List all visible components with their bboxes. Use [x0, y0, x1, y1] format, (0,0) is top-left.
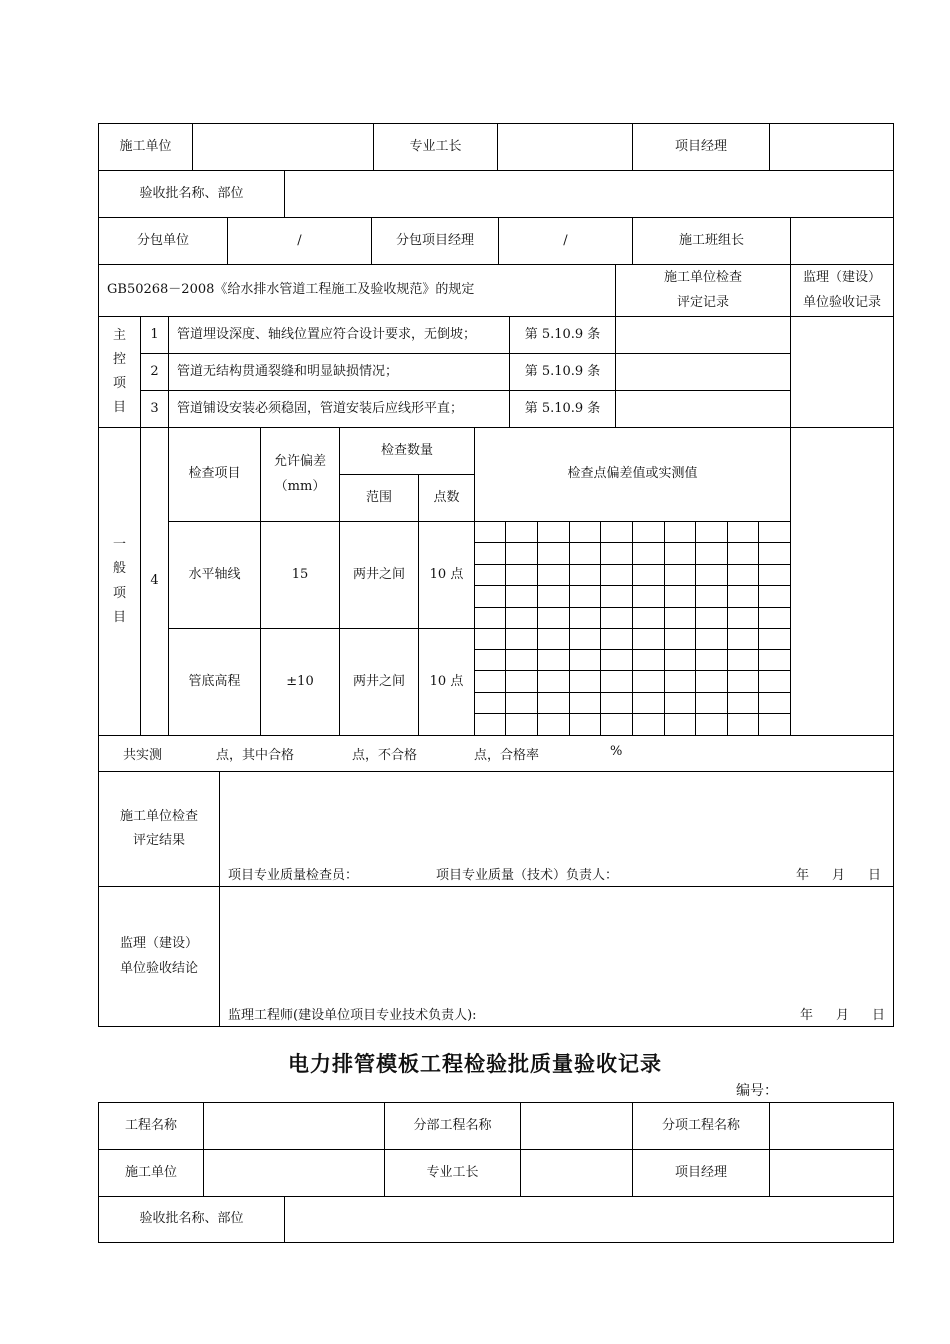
subcontractor-value: /	[297, 232, 302, 248]
supervisor-engineer-signature: 监理工程师(建设单位项目专业技术负责人):	[228, 1008, 477, 1023]
item-project-input[interactable]	[770, 1103, 893, 1149]
main-items-char: 目	[112, 400, 126, 416]
batch-name-input[interactable]	[285, 171, 893, 217]
construction-unit-label: 施工单位	[124, 1164, 177, 1180]
supervisor-conclusion-line2: 单位验收结论	[119, 960, 198, 976]
team-leader-input[interactable]	[791, 218, 893, 264]
tolerance-header-line1: 允许偏差	[273, 454, 326, 470]
summary-percent: %	[610, 744, 623, 759]
foreman-input[interactable]	[521, 1150, 632, 1196]
check-item-points: 10 点	[429, 673, 464, 689]
project-manager-input[interactable]	[770, 124, 893, 170]
check-item-header: 检查项目	[188, 466, 241, 482]
summary-total: 共实测	[123, 748, 163, 763]
supervisor-conclusion-line1: 监理（建设）	[119, 936, 198, 952]
tolerance-header-line2: （mm）	[274, 478, 326, 494]
date-day: 日	[868, 868, 882, 883]
construction-unit-input[interactable]	[204, 1150, 384, 1196]
date-year: 年	[796, 868, 810, 883]
sub-project-label: 分部工程名称	[413, 1117, 492, 1133]
project-manager-label: 项目经理	[674, 138, 727, 154]
project-name-label: 工程名称	[124, 1117, 177, 1133]
contractor-result-label	[99, 772, 219, 886]
general-items-char: 项	[112, 585, 126, 601]
main-item-clause: 第 5.10.9 条	[524, 400, 601, 416]
main-item-record-input[interactable]	[616, 391, 790, 427]
points-header: 点数	[433, 489, 460, 505]
standard-reference: GB50268－2008《给水排水管道工程施工及验收规范》的规定	[107, 282, 475, 298]
supervisor-record-header	[791, 265, 893, 316]
foreman-label: 专业工长	[426, 1164, 479, 1180]
general-items-char: 一	[112, 537, 126, 553]
item-project-label: 分项工程名称	[661, 1117, 740, 1133]
check-item-name: 水平轴线	[188, 566, 241, 582]
sub-manager-value: /	[563, 232, 568, 248]
contractor-check-record-line2: 评定记录	[676, 294, 729, 310]
supervisor-record-line2: 单位验收记录	[802, 294, 881, 310]
supervisor-record-line1: 监理（建设）	[802, 270, 881, 286]
contractor-result-line1: 施工单位检查	[119, 808, 198, 824]
general-items-char: 目	[112, 609, 126, 625]
batch-name-label: 验收批名称、部位	[139, 1211, 244, 1227]
main-item-no: 3	[150, 400, 159, 416]
general-items-supervisor-input[interactable]	[791, 428, 893, 735]
project-manager-label: 项目经理	[674, 1164, 727, 1180]
general-item-no: 4	[150, 573, 159, 589]
main-items-char: 主	[112, 327, 126, 343]
date-month: 月	[836, 1008, 850, 1023]
main-items-supervisor-input[interactable]	[791, 317, 893, 427]
main-item-record-input[interactable]	[616, 317, 790, 353]
contractor-check-record-header	[616, 265, 790, 316]
batch-name-input[interactable]	[285, 1197, 893, 1242]
main-item-clause: 第 5.10.9 条	[524, 363, 601, 379]
quality-responsible-signature: 项目专业质量（技术）负责人：	[436, 868, 619, 883]
sub-manager-label: 分包项目经理	[395, 232, 474, 248]
subcontractor-label: 分包单位	[136, 232, 189, 248]
check-item-points: 10 点	[429, 566, 464, 582]
summary-passed: 点，其中合格	[216, 748, 295, 763]
main-item-clause: 第 5.10.9 条	[524, 326, 601, 342]
sub-project-input[interactable]	[521, 1103, 632, 1149]
main-items-label	[99, 317, 140, 427]
construction-unit-input[interactable]	[193, 124, 373, 170]
main-item-record-input[interactable]	[616, 354, 790, 390]
main-items-char: 控	[112, 351, 126, 367]
form2-title: 电力排管模板工程检验批质量验收记录	[288, 1052, 662, 1076]
batch-name-label: 验收批名称、部位	[139, 185, 244, 201]
main-items-char: 项	[112, 376, 126, 391]
contractor-result-input[interactable]	[220, 772, 893, 862]
main-item-text: 管道铺设安装必须稳固，管道安装后应线形平直；	[177, 400, 464, 416]
project-manager-input[interactable]	[770, 1150, 893, 1196]
measured-values-grid[interactable]	[475, 522, 790, 735]
summary-rate: 点，合格率	[474, 748, 540, 763]
quality-inspector-signature: 项目专业质量检查员：	[228, 868, 359, 883]
contractor-check-record-line1: 施工单位检查	[663, 270, 742, 286]
summary-failed: 点，不合格	[352, 748, 418, 763]
date-year: 年	[800, 1008, 814, 1023]
range-header: 范围	[365, 489, 392, 505]
check-item-range: 两井之间	[352, 673, 405, 689]
date-day: 日	[872, 1008, 886, 1023]
general-items-label	[99, 428, 140, 735]
check-item-range: 两井之间	[352, 566, 405, 582]
team-leader-label: 施工班组长	[678, 232, 744, 248]
supervisor-conclusion-label	[99, 887, 219, 1026]
main-item-text: 管道埋设深度、轴线位置应符合设计要求，无倒坡；	[177, 326, 477, 342]
form2-number-label: 编号：	[736, 1083, 778, 1099]
measured-values-header: 检查点偏差值或实测值	[567, 466, 698, 482]
main-item-no: 2	[150, 363, 159, 379]
contractor-result-line2: 评定结果	[132, 833, 185, 848]
foreman-label: 专业工长	[409, 138, 462, 154]
check-item-tolerance: 15	[291, 566, 309, 582]
date-month: 月	[832, 868, 846, 883]
supervisor-conclusion-input[interactable]	[220, 887, 893, 1001]
check-item-name: 管底高程	[188, 673, 241, 689]
main-item-no: 1	[150, 326, 159, 342]
foreman-input[interactable]	[498, 124, 632, 170]
construction-unit-label: 施工单位	[119, 138, 172, 154]
check-quantity-header: 检查数量	[380, 442, 433, 458]
tolerance-header	[261, 428, 339, 521]
project-name-input[interactable]	[204, 1103, 384, 1149]
check-item-tolerance: ±10	[286, 673, 314, 689]
general-items-char: 般	[112, 561, 126, 577]
main-item-text: 管道无结构贯通裂缝和明显缺损情况；	[177, 363, 399, 379]
